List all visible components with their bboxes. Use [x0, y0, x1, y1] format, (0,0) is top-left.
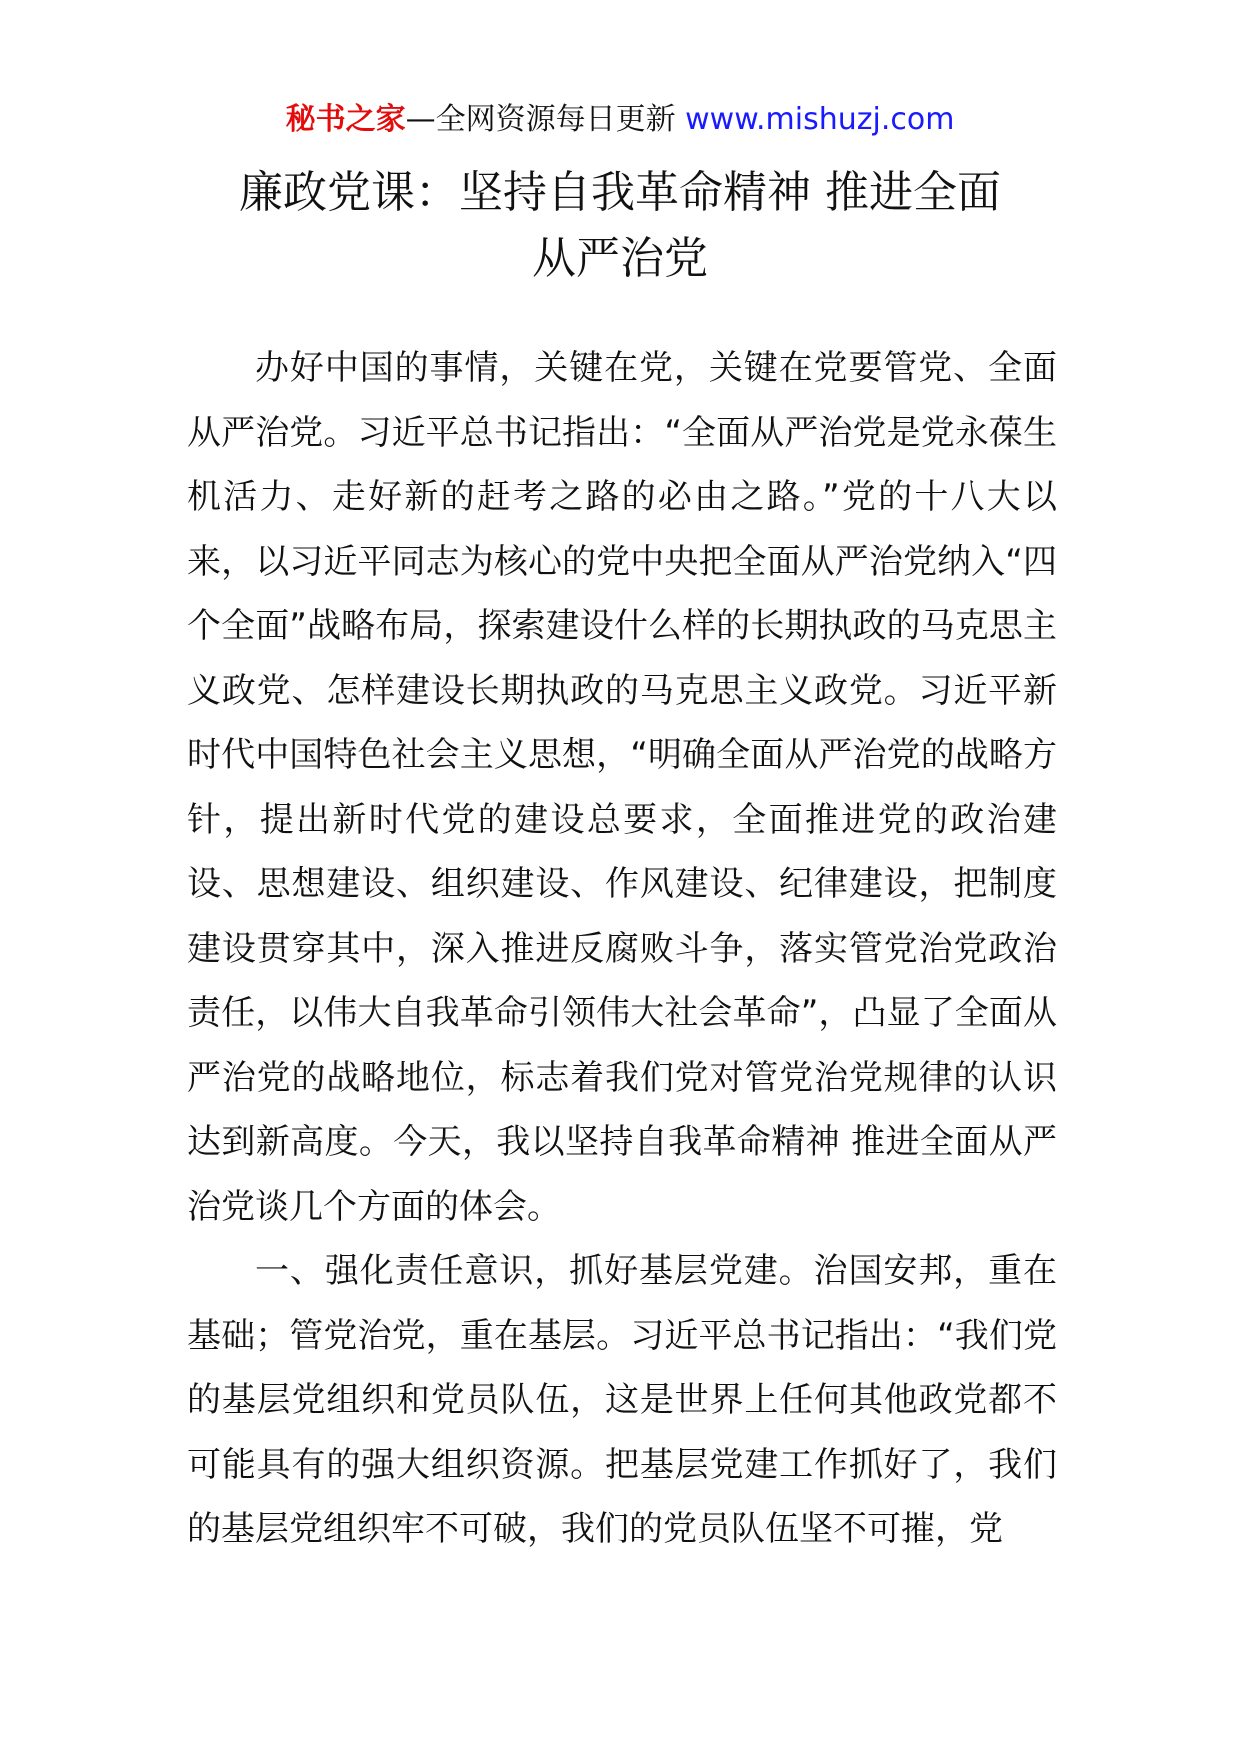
title-line-2: 从严治党: [532, 233, 708, 284]
banner-tagline: —全网资源每日更新: [405, 102, 676, 137]
paragraph: 办好中国的事情，关键在党，关键在党要管党、全面从严治党。习近平总书记指出：“全面从严治党是党永葆生机活力、走好新的赶考之路的必由之路。”党的十八大以来，以习近平同志为核心的党中央把全面从严治党纳入“四个全面”战略布局，探索建设什么样的长期执政的马克思主义政党、怎样建设长期执政的马克思主义政党。习近平新时代中国特色社会主义思想，“明确全面从严治党的战略方针，提出新时代党的建设总要求，全面推进党的政治建设、思想建设、组织建设、作风建设、纪律建设，把制度建设贯穿其中，深入推进反腐败斗争，落实管党治党政治责任，以伟大自我革命引领伟大社会革命”，凸显了全面从严治党的战略地位，标志着我们党对管党治党规律的认识达到新高度。今天，我以坚持自我革命精神 推进全面从严治党谈几个方面的体会。: [187, 348, 1057, 1227]
site-url-link[interactable]: www.mishuzj.com: [685, 102, 955, 137]
paragraph: 一、强化责任意识，抓好基层党建。治国安邦，重在基础；管党治党，重在基层。习近平总书记指出：“我们党的基层党组织和党员队伍，这是世界上任何其他政党都不可能具有的强大组织资源。把基层党建工作抓好了，我们的基层党组织牢不可破，我们的党员队伍坚不可摧，党: [187, 1251, 1057, 1549]
document-body: [187, 336, 1057, 1562]
brand-name: 秘书之家: [285, 102, 406, 137]
site-banner: [0, 100, 1240, 140]
document-title: [150, 160, 1090, 292]
title-line-1: 廉政党课：坚持自我革命精神 推进全面: [239, 167, 1001, 218]
